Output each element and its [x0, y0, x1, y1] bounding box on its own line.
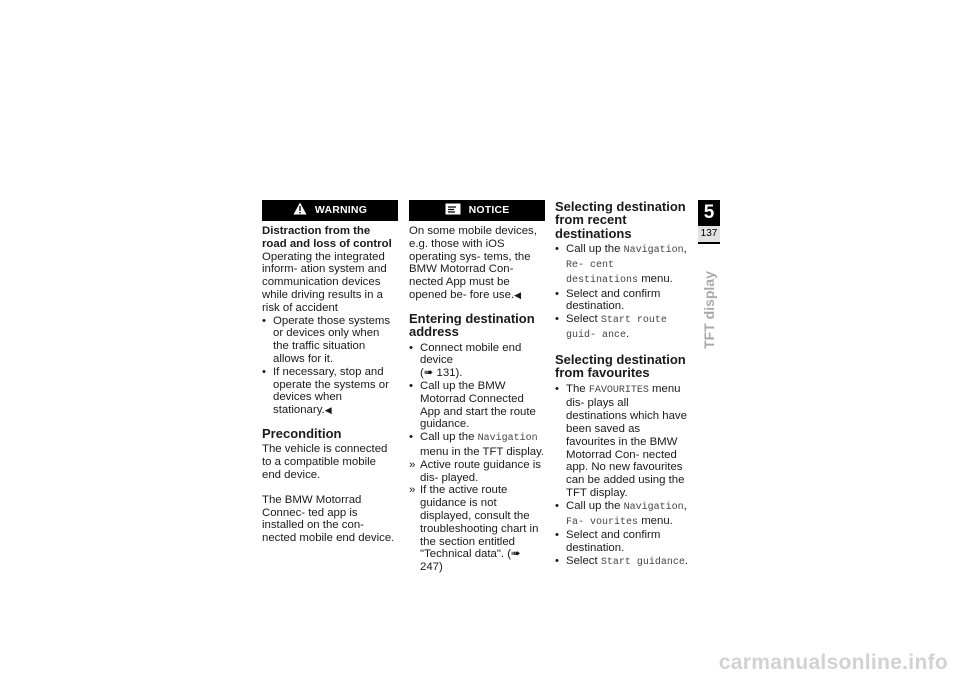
- end-marker-icon: ◀: [324, 405, 332, 416]
- notice-text: On some mobile devices, e.g. those with iOS operating sys- tems, the BMW Motorrad Con- nected App must be opened be- fore use.◀: [409, 225, 537, 301]
- list-item: • Call up the BMW Motorrad Connected App and start the route guidance.: [409, 379, 536, 431]
- favourites-heading: Selecting destination from favourites: [555, 351, 686, 381]
- chapter-title: TFT display: [701, 271, 717, 349]
- entering-list: [409, 342, 545, 574]
- list-item: • Select and confirm destination.: [555, 287, 661, 313]
- list-item: • Call up the Navigation, Fa- vourites menu.: [555, 499, 687, 528]
- warning-triangle-icon: [293, 202, 307, 219]
- chapter-number: 5: [703, 202, 715, 223]
- result-item: » If the active route guidance is not displayed, consult the troubleshooting chart in the section entitled "Technical data". (➠ 247): [409, 484, 539, 574]
- menu-name: Navigation: [623, 501, 684, 513]
- list-item: • Operate those systems or devices only when the traffic situation allows for it.: [262, 314, 391, 365]
- warning-title: Distraction from the road and loss of control: [262, 225, 392, 250]
- list-item: • The FAVOURITES menu dis- plays all destinations which have been saved as favourites in the BMW Motorrad Con- nected app. No new favourites can be added using the TFT display.: [555, 382, 687, 499]
- menu-name: Re- cent destinations: [566, 260, 639, 286]
- column-2: [409, 200, 545, 574]
- notice-hand-icon: [445, 203, 461, 219]
- warning-list: [262, 315, 398, 417]
- page-reference: (➠ 131).: [420, 367, 463, 380]
- menu-name: Navigation: [477, 433, 538, 445]
- list-item: • Call up the Navigation, Re- cent destinations menu.: [555, 243, 687, 286]
- watermark: carmanualsonline.info: [718, 651, 948, 674]
- end-marker-icon: ◀: [514, 289, 522, 300]
- column-1: [262, 200, 398, 545]
- list-item: • If necessary, stop and operate the systems or devices when stationary.◀: [262, 365, 389, 417]
- notice-banner: [409, 200, 545, 221]
- favourites-list: [555, 383, 691, 570]
- precondition-text-1: The vehicle is connected to a compatible mobile end device.: [262, 443, 388, 481]
- list-item: • Call up the Navigation menu in the TFT display.: [409, 431, 545, 458]
- menu-name: Start guidance: [600, 556, 685, 568]
- result-item: » Active route guidance is dis- played.: [409, 458, 541, 484]
- recent-heading: Selecting destination from recent destinations: [555, 199, 686, 241]
- menu-name: Start route guid- ance: [566, 315, 667, 341]
- warning-banner: [262, 200, 398, 221]
- list-item: • Select Start guidance.: [555, 554, 689, 568]
- page-number: 137: [698, 226, 720, 242]
- precondition-heading: Precondition: [262, 425, 342, 441]
- menu-name: Navigation: [623, 245, 684, 257]
- column-3: [555, 200, 691, 570]
- notice-label: NOTICE: [468, 204, 510, 217]
- menu-name: Fa- vourites: [566, 516, 639, 528]
- warning-text: Operating the integrated inform- ation system and communication devices while driving results in a risk of accident: [262, 250, 387, 314]
- entering-heading: Entering destination address: [409, 310, 535, 340]
- recent-list: [555, 243, 691, 343]
- list-item: • Select Start route guid- ance.: [555, 313, 667, 341]
- list-item: • Select and confirm destination.: [555, 529, 661, 555]
- warning-label: WARNING: [314, 204, 368, 217]
- menu-name: FAVOURITES: [588, 384, 649, 396]
- list-item: • Connect mobile end device (➠ 131).: [409, 341, 522, 380]
- precondition-text-2: The BMW Motorrad Connec- ted app is installed on the con- nected mobile end device.: [262, 493, 395, 545]
